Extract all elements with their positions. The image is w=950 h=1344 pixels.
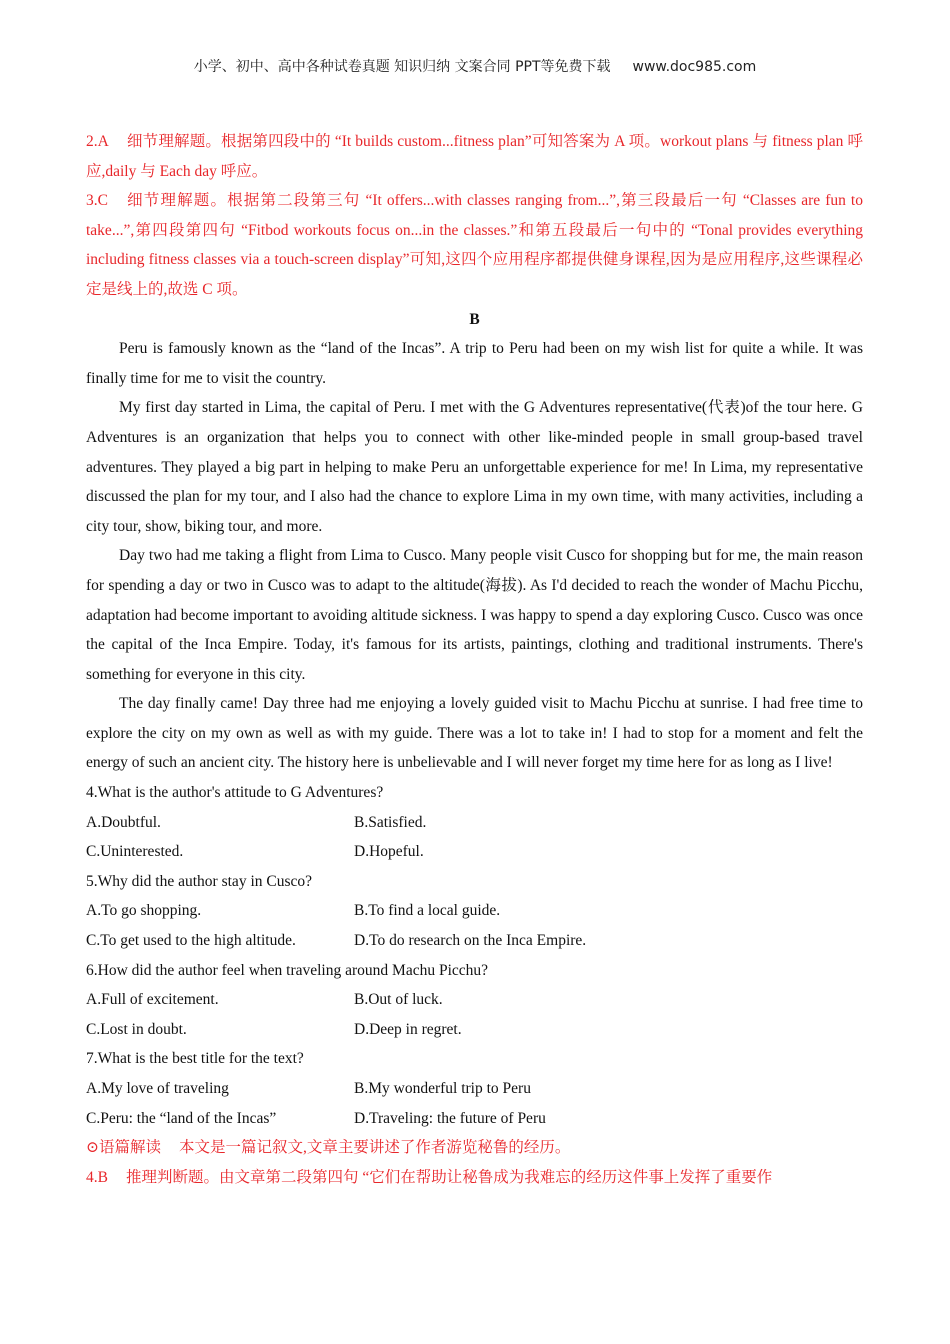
option-row bbox=[86, 837, 863, 867]
option: A.Doubtful. bbox=[86, 813, 161, 831]
option: C.Uninterested. bbox=[86, 843, 184, 861]
option: B.Out of luck. bbox=[354, 991, 443, 1009]
page-header bbox=[0, 56, 950, 76]
option-row bbox=[86, 985, 863, 1015]
option: D.To do research on the Inca Empire. bbox=[354, 932, 587, 950]
passage-paragraph: Peru is famously known as the “land of the Incas”. A trip to Peru had been on my wish list for quite a while. It was finally time for me to visit the country. bbox=[86, 340, 863, 387]
passage-paragraph: Day two had me taking a flight from Lima to Cusco. Many people visit Cusco for shopping but for me, the main reason for spending a day or two in Cusco was to adapt to the altitude(海拔). As I'd decided to reach the wonder of Machu Picchu, adaptation had become important to avoiding altitude sickness. I was happy to spend a day exploring Cusco. Cusco was once the capital of the Inca Empire. Today, it's famous for its artists, paintings, clothing and traditional instruments. There's something for everyone in this city. bbox=[86, 547, 863, 683]
option: B.To find a local guide. bbox=[354, 902, 501, 920]
option: B.Satisfied. bbox=[354, 813, 427, 831]
option-row bbox=[86, 1015, 863, 1045]
section-title: B bbox=[469, 310, 480, 328]
question-text: 6.How did the author feel when traveling around Machu Picchu? bbox=[86, 961, 489, 979]
document-body bbox=[86, 127, 863, 1192]
option: A.Full of excitement. bbox=[86, 991, 219, 1009]
option-row bbox=[86, 808, 863, 838]
option: C.Lost in doubt. bbox=[86, 1020, 187, 1038]
passage-paragraph: My first day started in Lima, the capital of Peru. I met with the G Adventures representative(代表)of the tour here. G Adventures is an organization that helps you to connect with other like-minded people in small group-based travel adventures. They played a big part in helping to make Peru an unforgettable experience for me! In Lima, my representative discussed the plan for my tour, and I also had the chance to explore Lima in my own time, with many activities, including a city tour, show, biking tour, and more. bbox=[86, 399, 863, 535]
option-row bbox=[86, 1074, 863, 1104]
option: D.Traveling: the future of Peru bbox=[354, 1109, 546, 1127]
option: D.Deep in regret. bbox=[354, 1020, 462, 1038]
option-row bbox=[86, 1104, 863, 1134]
header-text: 小学、初中、高中各种试卷真题 知识归纳 文案合同 PPT等免费下载 bbox=[193, 59, 611, 75]
option: B.My wonderful trip to Peru bbox=[354, 1080, 531, 1097]
option: C.To get used to the high altitude. bbox=[86, 932, 296, 950]
option-row bbox=[86, 926, 863, 956]
passage-paragraph: The day finally came! Day three had me enjoying a lovely guided visit to Machu Picchu at sunrise. I had free time to explore the city on my own as well as with my guide. There was a lot to take in! I had to stop for a moment and felt the energy of such an ancient city. The history here is unbelievable and I will never forget my time here for as long as I live! bbox=[86, 695, 863, 772]
question-text: 4.What is the author's attitude to G Adventures? bbox=[86, 784, 384, 802]
option: A.My love of traveling bbox=[86, 1080, 229, 1097]
question-text: 7.What is the best title for the text? bbox=[86, 1050, 304, 1068]
answer-explanation: 4.B 推理判断题。由文章第二段第四句 “它们在帮助让秘鲁成为我难忘的经历这件事上发挥了重要作 bbox=[86, 1168, 773, 1186]
question-text: 5.Why did the author stay in Cusco? bbox=[86, 872, 312, 890]
passage-analysis: ⊙语篇解读 本文是一篇记叙文,文章主要讲述了作者游览秘鲁的经历。 bbox=[86, 1139, 571, 1157]
header-url[interactable]: www.doc985.com bbox=[632, 59, 757, 75]
option: D.Hopeful. bbox=[354, 843, 424, 861]
option: C.Peru: the “land of the Incas” bbox=[86, 1109, 277, 1127]
option: A.To go shopping. bbox=[86, 902, 202, 920]
option-row bbox=[86, 896, 863, 926]
answer-explanation: 2.A 细节理解题。根据第四段中的 “It builds custom...fitness plan”可知答案为 A 项。workout plans 与 fitness plan 呼应,daily 与 Each day 呼应。 bbox=[86, 133, 863, 180]
answer-explanation: 3.C 细节理解题。根据第二段第三句 “It offers...with classes ranging from...”,第三段最后一句 “Classes are fun to take...”,第四段第四句 “Fitbod workouts focus on...in the classes.”和第五段最后一句中的 “Tonal provides everything including fitness classes via a touch-screen display”可知,这四个应用程序都提供健身课程,因为是应用程序,这些课程必定是线上的,故选 C 项。 bbox=[86, 192, 863, 298]
